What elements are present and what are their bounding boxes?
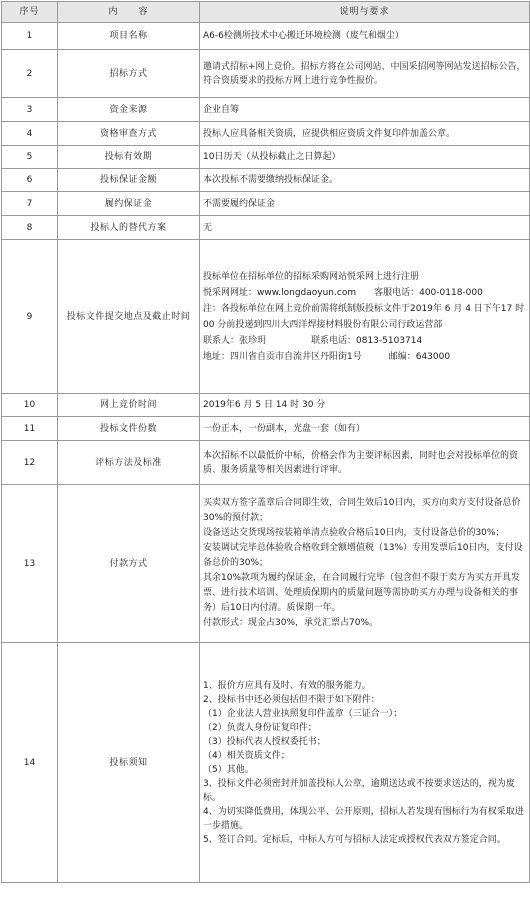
row-number: 2 [2,50,58,98]
bid-requirements-table [1,1,530,883]
row-item: 投标须知 [58,643,200,883]
row-number: 3 [2,98,58,122]
table-row [2,216,530,240]
row-desc: 2019年6 月 5 日 14 时 30 分 [200,394,530,417]
row-number: 10 [2,394,58,417]
row-number: 9 [2,240,58,394]
row-number: 11 [2,417,58,441]
table-row [2,240,530,394]
row-desc: 无 [200,216,530,240]
table-row [2,50,530,98]
row-desc: 本次招标不以最低价中标，价格会作为主要评标因素，同时也会对投标单位的资质、服务质量等相关因素进行评审。 [200,441,530,485]
header-content: 内 容 [58,2,200,23]
row-number: 12 [2,441,58,485]
table-row [2,441,530,485]
row-number: 5 [2,146,58,169]
row-item: 投标保证金额 [58,169,200,192]
row-item: 资格审查方式 [58,122,200,146]
row-desc: 一份正本，一份副本，光盘一套（如有） [200,417,530,441]
table-row [2,485,530,643]
row-item: 招标方式 [58,50,200,98]
row-item: 投标文件份数 [58,417,200,441]
table-row [2,643,530,883]
row-desc: 本次投标不需要缴纳投标保证金。 [200,169,530,192]
row-number: 6 [2,169,58,192]
header-no: 序号 [2,2,58,23]
table-row [2,23,530,50]
row-desc: 10日历天（从投标截止之日算起） [200,146,530,169]
table-row [2,146,530,169]
table-row [2,394,530,417]
table-row [2,417,530,441]
row-number: 14 [2,643,58,883]
table-row [2,98,530,122]
row-item: 付款方式 [58,485,200,643]
row-item: 项目名称 [58,23,200,50]
row-item: 网上竞价时间 [58,394,200,417]
row-item: 投标文件提交地点及截止时间 [58,240,200,394]
table-row [2,192,530,216]
row-number: 1 [2,23,58,50]
row-item: 履约保证金 [58,192,200,216]
row-item: 资金来源 [58,98,200,122]
header-requirements: 说明与要求 [200,2,530,23]
row-number: 7 [2,192,58,216]
row-desc: 投标人应具备相关资质，应提供相应资质文件复印件加盖公章。 [200,122,530,146]
row-item: 投标有效期 [58,146,200,169]
row-item: 评标方法及标准 [58,441,200,485]
table-header-row [2,2,530,23]
row-desc: 买卖双方签字盖章后合同即生效，合同生效后10日内，买方向卖方支付设备总价30%的预付款； 设备送达交货现场按装箱单清点验收合格后10日内，支付设备总价的30%； 安装调试完毕总体验收合格收到全额增值税（13%）专用发票后10日内，支付设备总价的30%； 其余10%款项为履约保证金，在合同履行完毕（包含但不限于卖方为买方开具发票、进行技术培训、处理质保期内的质量问题等需协助买方办理与设备相关的事务）后10日内付清。质保期一年。 付款形式：现金占30%，承兑汇票占70%。 [200,485,530,643]
row-desc: 投标单位在招标单位的招标采购网站悦采网上进行注册 悦采网网址：www.longdaoyun.com 客服电话：400-0118-000 注：各投标单位在网上竞价前需将纸制版投标文件于2019年 6 月 4 日下午17 时 00 分前投递到四川大西洋焊接材料股份有限公司行政运营部 联系人：张珍玥 联系电话：0813-5103714 地址：四川省自贡市自流井区丹阳街1号 邮编：643000 [200,240,530,394]
row-desc: 1、报价方应具有及时、有效的服务能力。 2、投标书中还必须包括但不限于如下附件： （1）企业法人营业执照复印件盖章（三证合一）； （2）负责人身份证复印件； （3）投标代表人授权委托书； （4）相关资质文件； （5）其他。 3、投标文件必须密封并加盖投标人公章，逾期送达或不按要求送达的，视为废标。 4、为切实降低费用，体现公平、公开原则，招标人若发现有围标行为有权采取进一步措施。 5、签订合同。定标后，中标人方可与招标人法定或授权代表双方签定合同。 [200,643,530,883]
row-number: 4 [2,122,58,146]
row-number: 13 [2,485,58,643]
table-row [2,122,530,146]
row-desc: 邀请式招标+网上竞价。招标方将在公司网站、中国采招网等网站发送招标公告，符合资质要求的投标方网上进行竞争性报价。 [200,50,530,98]
row-desc: A6-6检测所技术中心搬迁环境检测（废气和烟尘） [200,23,530,50]
row-item: 投标人的替代方案 [58,216,200,240]
row-desc: 企业自筹 [200,98,530,122]
row-desc: 不需要履约保证金 [200,192,530,216]
table-row [2,169,530,192]
row-number: 8 [2,216,58,240]
